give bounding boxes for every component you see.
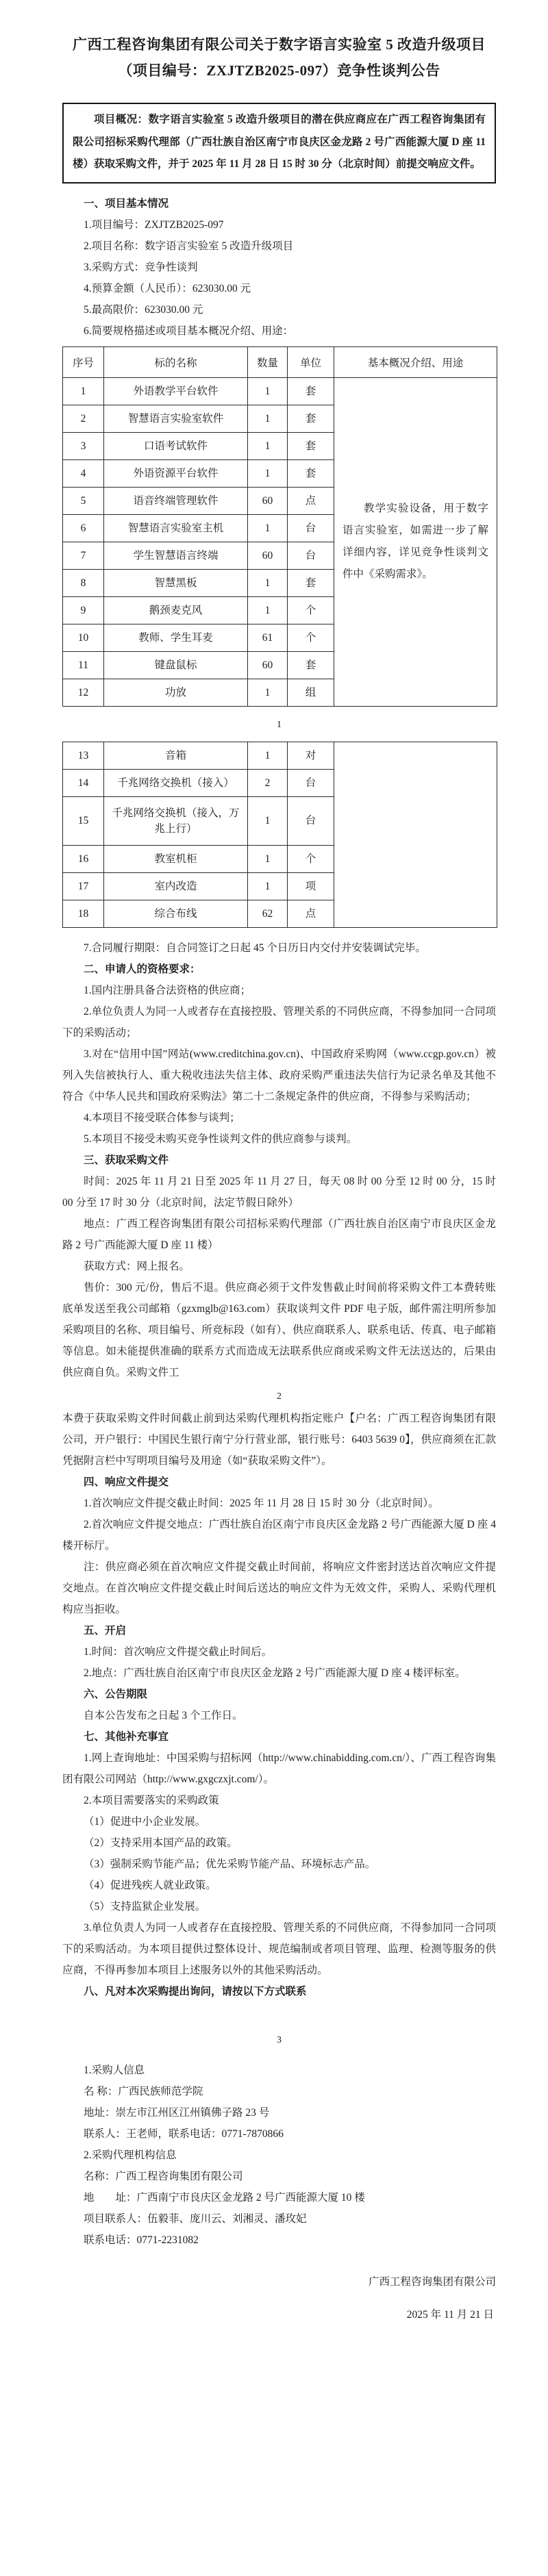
cell-qty: 1 [248, 796, 288, 845]
cell-no: 16 [63, 845, 104, 872]
qualification-item-1: 1.国内注册具备合法资格的供应商； [84, 984, 251, 996]
section-basic-info [62, 193, 496, 342]
cell-unit: 台 [288, 542, 334, 569]
page-number-3: 3 [277, 2034, 282, 2045]
obtain-method: 获取方式：网上报名。 [84, 1260, 190, 1272]
cell-unit: 套 [288, 651, 334, 679]
cell-name: 教室机柜 [104, 845, 248, 872]
heading-section-1: 一、项目基本情况 [84, 197, 169, 210]
supplementary-item-3: 3.单位负责人为同一人或者存在直接控股、管理关系的不同供应商，不得参加同一合同项下的采购活动。为本项目提供过整体设计、规范编制或者项目管理、监理、检测等服务的供应商，不得再参加本项目上述服务以外的其他采购活动。 [62, 1921, 496, 1976]
qualification-item-2: 2.单位负责人为同一人或者存在直接控股、管理关系的不同供应商，不得参加同一合同项下的采购活动； [62, 1005, 496, 1039]
header-unit: 单位 [288, 346, 334, 377]
cell-unit: 台 [288, 769, 334, 796]
cell-name: 学生智慧语言终端 [104, 542, 248, 569]
cell-no: 1 [63, 377, 104, 405]
cell-no: 15 [63, 796, 104, 845]
cell-no: 11 [63, 651, 104, 679]
agency-contacts: 项目联系人：伍毅菲、庞川云、刘湘灵、潘玫妃 [84, 2212, 307, 2225]
spacer [62, 928, 496, 937]
cell-no: 10 [63, 624, 104, 651]
cell-unit: 项 [288, 872, 334, 900]
cell-qty: 60 [248, 651, 288, 679]
items-table-page2 [62, 742, 497, 928]
policy-item-2: （2）支持采用本国产品的政策。 [84, 1836, 238, 1849]
cell-qty: 62 [248, 900, 288, 927]
cell-qty: 60 [248, 487, 288, 514]
agency-info [62, 2145, 496, 2251]
table-row [63, 742, 497, 769]
document-price-part1: 售价：300 元/份，售后不退。供应商必须于文件发售截止时间前将采购文件工本费转账底单发送至我公司邮箱（gzxmglb@163.com）获取谈判文件 PDF 电子版，邮件需注明所参加采购项目的名称、项目编号、所竞标段（如有）、供应商联系人、联系电话、传真、电子邮箱等信息。如未能提供准确的联系方式而造成无法联系供应商或采购文件无法送达的，后果由供应商自负。采购文件工 [62, 1281, 496, 1378]
cell-unit: 点 [288, 487, 334, 514]
usage-note-cell-continued [334, 742, 497, 927]
cell-name: 口语考试软件 [104, 432, 248, 459]
cell-unit: 套 [288, 459, 334, 487]
cell-qty: 1 [248, 872, 288, 900]
policy-item-3: （3）强制采购节能产品；优先采购节能产品、环境标志产品。 [84, 1858, 376, 1870]
spacer [62, 184, 496, 193]
section-qualifications [62, 959, 496, 1150]
cell-qty: 1 [248, 569, 288, 596]
purchaser-address: 地址：崇左市江州区江州镇佛子路 23 号 [84, 2106, 270, 2119]
usage-note-text: 教学实验设备，用于数字语言实验室，如需进一步了解详细内容，详见竞争性谈判文件中《采购需求》。 [342, 503, 488, 580]
purchaser-info-heading: 1.采购人信息 [84, 2064, 145, 2076]
cell-qty: 1 [248, 377, 288, 405]
header-name: 标的名称 [104, 346, 248, 377]
cell-unit: 套 [288, 432, 334, 459]
heading-section-2: 二、申请人的资格要求： [84, 963, 201, 975]
document-title-line1: 广西工程咨询集团有限公司关于数字语言实验室 5 改造升级项目 [73, 36, 486, 53]
heading-section-6: 六、公告期限 [84, 1688, 148, 1700]
cell-qty: 1 [248, 432, 288, 459]
cell-unit: 个 [288, 845, 334, 872]
section-obtain-documents [62, 1150, 496, 1383]
cell-no: 14 [63, 769, 104, 796]
project-name: 2.项目名称：数字语言实验室 5 改造升级项目 [84, 240, 294, 252]
qualification-item-5: 5.本项目不接受未购买竞争性谈判文件的供应商参与谈判。 [84, 1133, 358, 1145]
cell-name: 智慧语言实验室软件 [104, 405, 248, 432]
obtain-time: 时间：2025 年 11 月 21 日至 2025 年 11 月 27 日，每天 08 时 00 分至 12 时 00 分，15 时 00 分至 17 时 30 分（北京时间，法定节假日除外） [62, 1175, 496, 1209]
cell-no: 12 [63, 679, 104, 706]
cell-qty: 1 [248, 596, 288, 624]
budget-amount: 4.预算金额（人民币）：623030.00 元 [84, 282, 251, 294]
purchaser-name: 名 称：广西民族师范学院 [84, 2085, 203, 2097]
cell-unit: 台 [288, 796, 334, 845]
page-number-2: 2 [277, 1391, 282, 1402]
cell-unit: 套 [288, 405, 334, 432]
cell-qty: 2 [248, 769, 288, 796]
cell-name: 千兆网络交换机（接入，万兆上行） [104, 796, 248, 845]
cell-name: 鹅颈麦克风 [104, 596, 248, 624]
submission-note: 注：供应商必须在首次响应文件提交截止时间前，将响应文件密封送达首次响应文件提交地点。在首次响应文件提交截止时间后送达的响应文件为无效文件，采购人、采购代理机构应当拒收。 [62, 1561, 496, 1615]
cell-name: 键盘鼠标 [104, 651, 248, 679]
qualification-item-4: 4.本项目不接受联合体参与谈判； [84, 1111, 240, 1124]
items-table-page1 [62, 346, 497, 707]
cell-name: 外语资源平台软件 [104, 459, 248, 487]
announcement-period-text: 自本公告发布之日起 3 个工作日。 [84, 1709, 243, 1721]
policy-item-1: （1）促进中小企业发展。 [84, 1815, 206, 1828]
procurement-method: 3.采购方式：竞争性谈判 [84, 261, 198, 273]
cell-unit: 对 [288, 742, 334, 769]
cell-unit: 套 [288, 377, 334, 405]
header-usage: 基本概况介绍、用途 [334, 346, 497, 377]
document-title-line2: （项目编号：ZXJTZB2025-097）竞争性谈判公告 [118, 62, 440, 79]
agency-address: 地 址：广西南宁市良庆区金龙路 2 号广西能源大厦 10 楼 [84, 2191, 365, 2204]
cell-qty: 1 [248, 742, 288, 769]
cell-unit: 个 [288, 624, 334, 651]
section-announcement-period [62, 1684, 496, 1726]
cell-no: 6 [63, 514, 104, 542]
opening-place: 2.地点：广西壮族自治区南宁市良庆区金龙路 2 号广西能源大厦 D 座 4 楼评标室。 [84, 1667, 466, 1679]
cell-name: 语音终端管理软件 [104, 487, 248, 514]
cell-no: 2 [63, 405, 104, 432]
page-number-1: 1 [277, 719, 282, 730]
cell-qty: 1 [248, 845, 288, 872]
cell-qty: 60 [248, 542, 288, 569]
cell-no: 3 [63, 432, 104, 459]
cell-name: 综合布线 [104, 900, 248, 927]
cell-name: 智慧语言实验室主机 [104, 514, 248, 542]
cell-name: 智慧黑板 [104, 569, 248, 596]
cell-no: 9 [63, 596, 104, 624]
qualification-item-3: 3.对在“信用中国”网站(www.creditchina.gov.cn)、中国政府采购网（www.ccgp.gov.cn）被列入失信被执行人、重大税收违法失信主体、政府采购严重违法失信行为记录名单及其他不符合《中华人民共和国政府采购法》第二十二条规定条件的供应商，不得参与采购活动； [62, 1048, 496, 1102]
section-supplementary [62, 1726, 496, 1981]
cell-qty: 61 [248, 624, 288, 651]
agency-phone: 联系电话：0771-2231082 [84, 2234, 199, 2246]
heading-section-4: 四、响应文件提交 [84, 1476, 169, 1488]
heading-section-3: 三、获取采购文件 [84, 1154, 169, 1166]
cell-no: 18 [63, 900, 104, 927]
cell-qty: 1 [248, 459, 288, 487]
cell-unit: 组 [288, 679, 334, 706]
header-qty: 数量 [248, 346, 288, 377]
cell-name: 室内改造 [104, 872, 248, 900]
purchaser-info [62, 2060, 496, 2145]
signature-block [62, 2271, 496, 2325]
spec-intro-label: 6.简要规格描述或项目基本概况介绍、用途： [84, 325, 294, 337]
cell-name: 教师、学生耳麦 [104, 624, 248, 651]
document-price-part2: 本费于获取采购文件时间截止前到达采购代理机构指定账户【户名：广西工程咨询集团有限公司，开户银行：中国民生银行南宁分行营业部，银行账号：6403 5639 0】，供应商须在汇款凭据附言栏中写明项目编号及用途（如“获取采购文件”）。 [62, 1412, 496, 1467]
cell-no: 4 [63, 459, 104, 487]
header-no: 序号 [63, 346, 104, 377]
section-response-submission [62, 1472, 496, 1620]
cell-unit: 个 [288, 596, 334, 624]
cell-name: 外语教学平台软件 [104, 377, 248, 405]
project-number: 1.项目编号：ZXJTZB2025-097 [84, 218, 224, 231]
submission-place: 2.首次响应文件提交地点：广西壮族自治区南宁市良庆区金龙路 2 号广西能源大厦 D 座 4 楼开标厅。 [62, 1518, 496, 1552]
cell-unit: 台 [288, 514, 334, 542]
cell-no: 17 [63, 872, 104, 900]
table-header-row [63, 346, 497, 377]
cell-qty: 1 [248, 405, 288, 432]
usage-note-cell [334, 377, 497, 706]
cell-qty: 1 [248, 514, 288, 542]
cell-name: 音箱 [104, 742, 248, 769]
cell-no: 13 [63, 742, 104, 769]
cell-no: 5 [63, 487, 104, 514]
submission-deadline: 1.首次响应文件提交截止时间：2025 年 11 月 28 日 15 时 30 分（北京时间）。 [84, 1497, 439, 1509]
policy-item-5: （5）支持监狱企业发展。 [84, 1900, 206, 1912]
cell-no: 7 [63, 542, 104, 569]
table-row [63, 377, 497, 405]
section-opening [62, 1620, 496, 1684]
online-query-address: 1.网上查询地址：中国采购与招标网（http://www.chinabidding.com.cn/）、广西工程咨询集团有限公司网站（http://www.gxgczxjt.com/）。 [62, 1752, 496, 1785]
heading-section-7: 七、其他补充事宜 [84, 1730, 169, 1743]
cell-name: 功放 [104, 679, 248, 706]
cell-no: 8 [63, 569, 104, 596]
agency-info-heading: 2.采购代理机构信息 [84, 2149, 177, 2161]
purchaser-contact: 联系人：王老师，联系电话：0771-7870866 [84, 2127, 284, 2140]
project-overview-box [62, 103, 496, 184]
opening-time: 1.时间：首次响应文件提交截止时间后。 [84, 1645, 273, 1658]
obtain-place: 地点：广西工程咨询集团有限公司招标采购代理部（广西壮族自治区南宁市良庆区金龙路 2 号广西能源大厦 D 座 11 楼） [62, 1217, 496, 1251]
signature-company: 广西工程咨询集团有限公司 [368, 2275, 496, 2288]
signature-date: 2025 年 11 月 21 日 [406, 2308, 494, 2321]
cell-name: 千兆网络交换机（接入） [104, 769, 248, 796]
contract-term: 7.合同履行期限：自合同签订之日起 45 个日历日内交付并安装调试完毕。 [84, 942, 426, 954]
procurement-policies-label: 2.本项目需要落实的采购政策 [84, 1794, 219, 1806]
cell-qty: 1 [248, 679, 288, 706]
cell-unit: 套 [288, 569, 334, 596]
cell-unit: 点 [288, 900, 334, 927]
price-ceiling: 5.最高限价：623030.00 元 [84, 303, 203, 316]
project-overview-text: 项目概况：数字语言实验室 5 改造升级项目的潜在供应商应在广西工程咨询集团有限公司招标采购代理部（广西壮族自治区南宁市良庆区金龙路 2 号广西能源大厦 D 座 11 楼）获取采购文件，并于 2025 年 11 月 28 日 15 时 30 分（北京时间）前提交响应文件。 [73, 114, 486, 170]
agency-name: 名称：广西工程咨询集团有限公司 [84, 2170, 243, 2182]
policy-item-4: （4）促进残疾人就业政策。 [84, 1879, 216, 1891]
heading-section-5: 五、开启 [84, 1624, 127, 1637]
heading-section-8: 八、凡对本次采购提出询问，请按以下方式联系 [84, 1985, 307, 1997]
